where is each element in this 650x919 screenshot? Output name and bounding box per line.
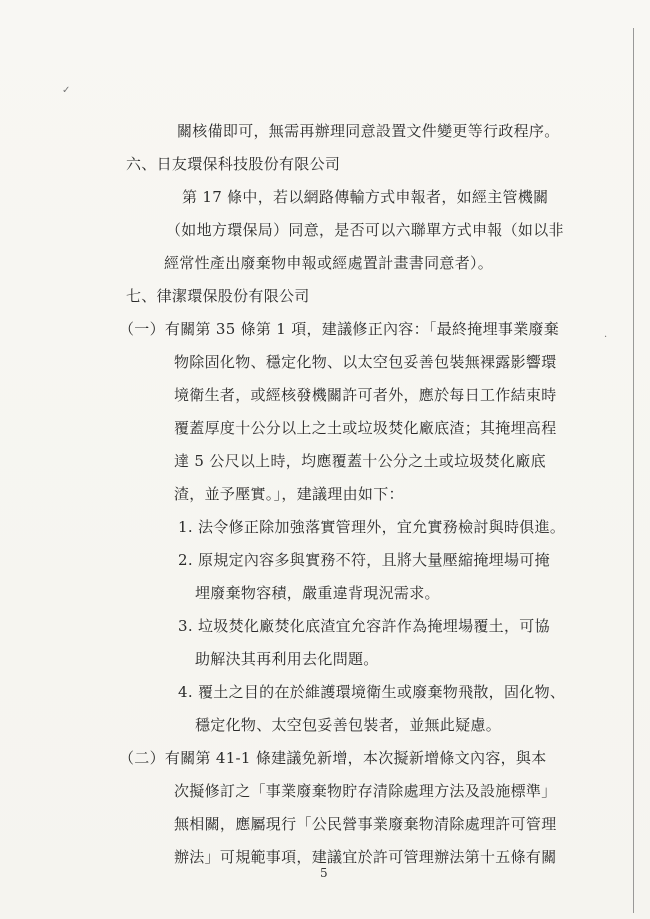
list-item: 4. 覆土之目的在於維護環境衛生或廢棄物飛散，固化物、 bbox=[178, 683, 566, 701]
paragraph-line: 達 5 公尺以上時，均應覆蓋十公分之土或垃圾焚化廠底 bbox=[174, 452, 546, 470]
paragraph-line: 物除固化物、穩定化物、以太空包妥善包裝無裸露影響環 bbox=[174, 353, 557, 371]
list-item-continuation: 助解決其再利用去化問題。 bbox=[195, 650, 379, 668]
paragraph-line: 關核備即可，無需再辦理同意設置文件變更等行政程序。 bbox=[177, 122, 560, 140]
paragraph-line: 無相關，應屬現行「公民營事業廢棄物清除處理許可管理 bbox=[174, 815, 557, 833]
paragraph-line: 覆蓋厚度十公分以上之土或垃圾焚化廠底渣；其掩埋高程 bbox=[174, 419, 557, 437]
scan-speck-mark: ✓ bbox=[62, 85, 71, 96]
paragraph-line: 經常性產出廢棄物申報或經處置計畫書同意者）。 bbox=[164, 254, 494, 272]
paragraph-line: 渣，並予壓實。」，建議理由如下： bbox=[174, 485, 404, 503]
scan-edge-line bbox=[633, 28, 634, 913]
list-item: 2. 原規定內容多與實務不符，且將大量壓縮掩埋場可掩 bbox=[178, 551, 550, 569]
section-heading: 六、日友環保科技股份有限公司 bbox=[126, 155, 341, 173]
paragraph-line: 次擬修訂之「事業廢棄物貯存清除處理方法及設施標準」 bbox=[174, 782, 557, 800]
section-heading: 七、律潔環保股份有限公司 bbox=[126, 287, 310, 305]
subsection-heading: （二）有關第 41-1 條建議免新增，本次擬新增條文內容，與本 bbox=[119, 749, 547, 767]
paragraph-line: 境衛生者，或經核發機關許可者外，應於每日工作結束時 bbox=[174, 386, 557, 404]
scan-speck-dot: · bbox=[604, 332, 608, 343]
page-number: 5 bbox=[320, 866, 328, 880]
list-item: 3. 垃圾焚化廠焚化底渣宜允容許作為掩埋場覆土，可協 bbox=[178, 617, 550, 635]
subsection-heading: （一）有關第 35 條第 1 項，建議修正內容：「最終掩埋事業廢棄 bbox=[119, 320, 560, 338]
paragraph-line: 第 17 條中，若以網路傳輸方式申報者，如經主管機關 bbox=[182, 188, 549, 206]
list-item-continuation: 穩定化物、太空包妥善包裝者，並無此疑慮。 bbox=[195, 716, 502, 734]
paragraph-line: （如地方環保局）同意，是否可以六聯單方式申報（如以非 bbox=[166, 221, 564, 239]
list-item: 1. 法令修正除加強落實管理外，宜允實務檢討與時俱進。 bbox=[178, 518, 566, 536]
paragraph-line: 辦法」可規範事項，建議宜於許可管理辦法第十五條有關 bbox=[174, 848, 557, 866]
list-item-continuation: 埋廢棄物容積，嚴重違背現況需求。 bbox=[195, 584, 440, 602]
